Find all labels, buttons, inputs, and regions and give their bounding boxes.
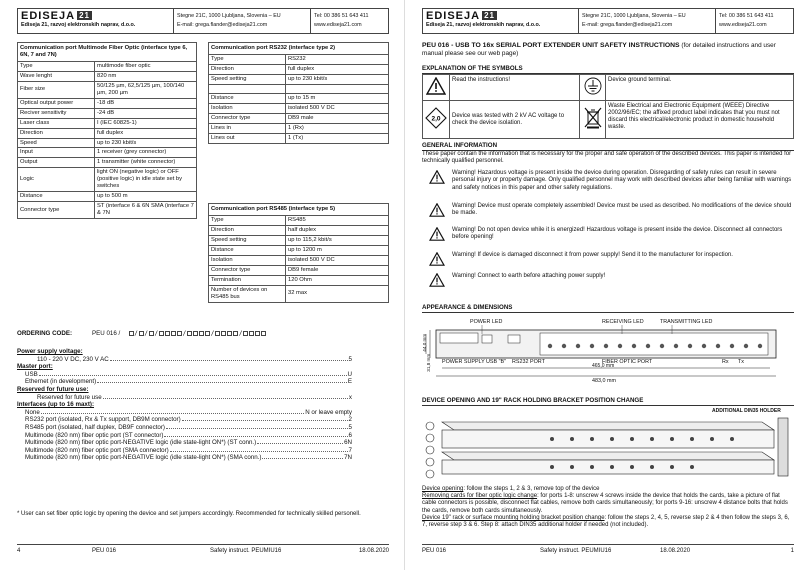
ordering-row	[17, 356, 352, 364]
spec-value: 820 nm	[95, 71, 197, 81]
ordering-row	[17, 386, 352, 394]
ordering-row	[17, 378, 352, 386]
spec-key: Termination	[209, 275, 286, 285]
spec-key: Optical output power	[18, 98, 95, 108]
company-logo: EDISEJA 21	[21, 10, 90, 22]
email: E-mail: grega.flander@ediseja21.com	[177, 22, 268, 28]
spec-value	[286, 84, 389, 93]
table-row	[209, 265, 389, 275]
symbol-tested: Device was tested with 2 kV AC voltage to check the device isolation.	[450, 101, 580, 139]
spec-key: Direction	[209, 64, 286, 74]
rx-led-label: RECEIVING LED	[602, 319, 644, 325]
ordering-code-value: N or leave empty	[305, 408, 352, 416]
page-footer	[17, 544, 389, 558]
warning-item: Warning! Hazardous voltage is present inside the device during operation. Disregarding of safety rules can result in severe personal injury or property damage. Only qualified personnel may work with described devices after being familiar with warnings and safety notices in this paper and other safety regulations.	[422, 170, 794, 192]
table-row	[18, 81, 197, 98]
spec-value: up to 230 kbit/s	[286, 74, 389, 84]
warning-item: Warning! Device must operate completely assembled! Device must be used as described. No modifications of the device should be made.	[422, 203, 794, 218]
spec-key: Speed	[18, 138, 95, 148]
address: Stegne 21C, 1000 Ljubljana, Slovenia – EU	[582, 13, 686, 19]
website: www.ediseja21.com	[719, 22, 767, 28]
spec-key: Laser class	[18, 118, 95, 128]
website: www.ediseja21.com	[314, 22, 362, 28]
spec-key: Input	[18, 148, 95, 158]
table-title: Communication port RS485 (interface type 5)	[209, 204, 389, 216]
width-outer: 483,0 mm	[592, 378, 616, 384]
ordering-code-value: 5	[348, 423, 352, 431]
ordering-code-value: 7	[348, 446, 352, 454]
spec-key: Type	[209, 215, 286, 225]
spec-key: Speed setting	[209, 74, 286, 84]
table-row	[18, 71, 197, 81]
isolation-test-icon	[423, 101, 450, 139]
spec-value: up to 115,2 kbit/s	[286, 235, 389, 245]
spec-key	[209, 84, 286, 93]
footer-product: PEU 016	[92, 548, 117, 554]
symbol-ground: Device ground terminal.	[606, 75, 794, 101]
spec-key: Direction	[18, 128, 95, 138]
table-row	[209, 225, 389, 235]
opening-heading: DEVICE OPENING AND 19" RACK HOLDING BRACKET POSITION CHANGE	[422, 397, 794, 406]
spec-key: Isolation	[209, 255, 286, 265]
spec-value: 32 max	[286, 285, 389, 302]
spec-value: I (IEC 60825-1)	[95, 118, 197, 128]
spec-key: Logic	[18, 168, 95, 192]
warning-icon	[429, 170, 445, 184]
table-row	[209, 54, 389, 64]
ordering-text: None	[25, 408, 40, 416]
ordering-text: Interfaces (up to 16 maxt):	[17, 401, 95, 409]
dims-heading: APPEARANCE & DIMENSIONS	[422, 304, 794, 313]
spec-key: Lines in	[209, 123, 286, 133]
table-row	[18, 128, 197, 138]
warning-icon	[423, 75, 450, 101]
spec-value: -18 dB	[95, 98, 197, 108]
ordering-text: Ethernet (in development)	[25, 378, 97, 386]
spec-value: 1 transmitter (white connector)	[95, 158, 197, 168]
spec-value: 1 receiver (grey connector)	[95, 148, 197, 158]
table-row	[209, 64, 389, 74]
company-name: Ediseja 21, razvoj elektronskih naprav, d.o.o.	[426, 22, 541, 28]
ordering-row	[17, 394, 352, 402]
warning-item: Warning! Connect to earth before attaching power supply!	[422, 273, 794, 287]
table-row	[18, 168, 197, 192]
spec-value: 50/125 µm, 62,5/125 µm, 100/140 µm, 200 µm	[95, 81, 197, 98]
ordering-code-value: 5	[348, 355, 352, 363]
warning-icon	[429, 273, 445, 287]
ordering-row	[17, 424, 352, 432]
fiber-spec-table	[17, 42, 197, 219]
ordering-row	[17, 447, 352, 455]
page-footer	[422, 544, 794, 558]
spec-value: 1 (Tx)	[286, 133, 389, 143]
table-row	[18, 108, 197, 118]
address: Stegne 21C, 1000 Ljubljana, Slovenia – EU	[177, 13, 281, 19]
ground-icon	[580, 75, 606, 101]
ordering-row	[17, 416, 352, 424]
footer-product: PEU 016	[422, 548, 447, 554]
symbol-read: Read the instructions!	[450, 75, 580, 101]
ordering-prefix: PEU 016 /	[92, 330, 121, 337]
ordering-text: RS485 port (isolated, half duplex, DB9F connector)	[25, 423, 165, 431]
table-row	[18, 158, 197, 168]
ordering-row	[17, 409, 352, 417]
symbol-weee: Waste Electrical and Electronic Equipment (WEEE) Directive 2002/96/EC; the affixed product label indicates that you must not discard this electrical/electronic product in domestic household waste.	[606, 101, 794, 139]
ordering-text: Reserved for future use	[37, 393, 102, 401]
tx-led-label: TRANSMITTING LED	[660, 319, 713, 325]
ordering-row	[17, 401, 352, 409]
rs485-spec-table	[208, 203, 389, 303]
table-row	[18, 192, 197, 202]
ordering-code-value: U	[347, 370, 352, 378]
table-row	[209, 285, 389, 302]
spec-value: multimode fiber optic	[95, 61, 197, 71]
spec-key: Distance	[18, 192, 95, 202]
spec-key: Distance	[209, 93, 286, 103]
spec-value: RS232	[286, 54, 389, 64]
spec-value: up to 15 m	[286, 93, 389, 103]
ordering-text: Multimode (820 nm) fiber optic port-NEGATIVE logic (idle state-light ON*) (SMA conn.)	[25, 454, 262, 462]
ordering-code-value: 2	[348, 416, 352, 424]
symbols-table	[422, 74, 794, 139]
fiber-label: FIBER OPTIC PORT	[602, 359, 653, 365]
warning-icon	[429, 252, 445, 266]
ordering-boxes: / / / / / /	[128, 330, 267, 338]
device-exploded-view	[422, 408, 794, 480]
spec-value: RS485	[286, 215, 389, 225]
doc-title: PEU 016 - USB TO 16x SERIAL PORT EXTENDER UNIT SAFETY INSTRUCTIONS (for detailed instructions and user manual please see our web page)	[422, 42, 776, 57]
spec-value: up to 500 m	[95, 192, 197, 202]
ordering-row	[17, 454, 352, 462]
spec-key: Type	[209, 54, 286, 64]
spec-key: Wave lenght	[18, 71, 95, 81]
table-row	[209, 275, 389, 285]
table-row	[18, 138, 197, 148]
table-row	[209, 215, 389, 225]
company-logo: EDISEJA 21	[426, 10, 495, 22]
dimensions-drawing	[422, 316, 794, 393]
page-header	[422, 8, 794, 34]
spec-key: Direction	[209, 225, 286, 235]
table-title: Communication port Multimode Fiber Optic (interface type 6, 6N, 7 and 7N)	[18, 43, 197, 62]
footnote: * User can set fiber optic logic by opening the device and set jumpers accordingly. Recommended for technically skilled personell.	[17, 511, 361, 517]
table-row	[18, 202, 197, 219]
ordering-text: Reserved for future use:	[17, 385, 89, 393]
spec-value: full duplex	[286, 64, 389, 74]
ordering-row	[17, 371, 352, 379]
spec-value: 1 (Rx)	[286, 123, 389, 133]
spec-value: full duplex	[95, 128, 197, 138]
spec-key: Speed setting	[209, 235, 286, 245]
power-led-label: POWER LED	[470, 319, 503, 325]
ordering-text: Multimode (820 nm) fiber optic port-NEGATIVE logic (idle state-light ON*) (ST conn.)	[25, 439, 257, 447]
warning-item: Warning! Do not open device while it is energized! Hazardous voltage is present inside the device. Disconnect all connectors before opening!	[422, 227, 794, 242]
footer-date: 18.08.2020	[660, 548, 691, 554]
ordering-text: Master port:	[17, 363, 53, 371]
spec-key: Number of devices on RS485 bus	[209, 285, 286, 302]
ordering-label: ORDERING CODE:	[17, 330, 73, 337]
right-page	[404, 0, 808, 570]
table-row	[18, 98, 197, 108]
table-row	[18, 61, 197, 71]
usb-label: USB "B"	[486, 359, 507, 365]
spec-key: Connector type	[209, 265, 286, 275]
footer-doc: Safety instruct. PEUMIU16	[210, 548, 282, 554]
ordering-code	[17, 330, 352, 462]
spec-value: half duplex	[286, 225, 389, 235]
height-inner: 31,8 mm	[426, 353, 432, 372]
ordering-code-value: E	[347, 378, 352, 386]
ordering-code-value: x	[348, 393, 352, 401]
warning-item: Warning! If device is damaged disconnect it from power supply! Send it to the manufacturer for inspection.	[422, 252, 794, 266]
page-number: 1	[790, 548, 794, 554]
page-number: 4	[17, 548, 21, 554]
ordering-code-value: 6N	[344, 439, 352, 447]
spec-value: -24 dB	[95, 108, 197, 118]
ordering-code-value: 7N	[344, 454, 352, 462]
ordering-code-value: 6	[348, 431, 352, 439]
table-row	[209, 93, 389, 103]
weee-bin-icon	[580, 101, 606, 139]
table-row	[209, 235, 389, 245]
ordering-row	[17, 439, 352, 447]
spec-key: Connector type	[18, 202, 95, 219]
table-row	[209, 84, 389, 93]
general-heading: GENERAL INFORMATION	[422, 142, 794, 151]
ordering-row	[17, 363, 352, 371]
spec-key: Distance	[209, 245, 286, 255]
din-holder-label: ADDITIONAL DIN35 HOLDER	[712, 408, 781, 414]
spec-value: isolated 500 V DC	[286, 255, 389, 265]
ordering-text: Multimode (820 nm) fiber optic port (ST connector)	[25, 431, 164, 439]
width-inner: 465,0 mm	[592, 363, 615, 369]
ordering-text: USB	[25, 370, 38, 378]
table-row	[209, 123, 389, 133]
company-name: Ediseja 21, razvoj elektronskih naprav, d.o.o.	[21, 22, 136, 28]
page-header	[17, 8, 389, 34]
rx-label: Rx	[722, 359, 729, 365]
table-row	[209, 133, 389, 143]
footer-doc: Safety instruct. PEUMIU16	[540, 548, 612, 554]
spec-value: 120 Ohm	[286, 275, 389, 285]
ordering-text: Multimode (820 nm) fiber optic port (SMA connector)	[25, 446, 169, 454]
warning-icon	[429, 227, 445, 241]
spec-key: Lines out	[209, 133, 286, 143]
table-row	[209, 103, 389, 113]
height-outer: 44,0 mm	[422, 333, 428, 352]
spec-key: Isolation	[209, 103, 286, 113]
footer-date: 18.08.2020	[358, 548, 389, 554]
spec-value: up to 1200 m	[286, 245, 389, 255]
ordering-row	[17, 348, 352, 356]
telephone: Tel: 00 386 51 643 411	[314, 13, 369, 19]
opening-drawing	[422, 408, 794, 480]
svg-text:2,0: 2,0	[431, 115, 441, 123]
symbols-heading: EXPLANATION OF THE SYMBOLS	[422, 65, 794, 74]
telephone: Tel: 00 386 51 643 411	[719, 13, 774, 19]
spec-value: ST (interface 6 & 6N SMA (interface 7 & 7N	[95, 202, 197, 219]
ordering-text: RS232 port (isolated, Rx & Tx support, DB9M connector)	[25, 416, 181, 424]
table-row	[209, 245, 389, 255]
table-title: Communication port RS232 (interface type 2)	[209, 43, 389, 55]
power-supply-label: POWER SUPPLY	[442, 359, 485, 365]
spec-value: DB9 male	[286, 113, 389, 123]
table-row	[18, 118, 197, 128]
email: E-mail: grega.flander@ediseja21.com	[582, 22, 673, 28]
spec-key: Reciver sensitivity	[18, 108, 95, 118]
ordering-row	[17, 432, 352, 440]
spec-key: Connector type	[209, 113, 286, 123]
opening-instructions: Device opening: follow the steps 1, 2 & 3, remove top of the device Removing cards for fiber optic logic change: for ports 1-8: unscrew 4 screws inside the device that holds the cards, take a picture of flat cable connectors is possible, disconnect flat cables, remove both cards simultaneously; for ports 9-16: unscrew 4 distance bolts that holds the cards, remove both cards simultaneously. Device 19" rack or surface mounting holding bracket position change: follow the steps 2, 4, 5, reverse step 2 & 4 then follow the steps 3, 6, 7, reverse step 3 & 6. Step 8: attach DIN35 additional holder if needed (not included).	[422, 486, 790, 529]
spec-value: up to 230 kbit/s	[95, 138, 197, 148]
ordering-text: 110 - 220 V DC, 230 V AC	[37, 355, 109, 363]
table-row	[18, 148, 197, 158]
rs232-label: RS232 PORT	[512, 359, 545, 365]
warning-icon	[429, 203, 445, 217]
spec-value: light ON (negative logic) or OFF (positive logic) in idle state set by switches	[95, 168, 197, 192]
table-row	[209, 113, 389, 123]
tx-label: Tx	[738, 359, 744, 365]
spec-key: Output	[18, 158, 95, 168]
spec-value: isolated 500 V DC	[286, 103, 389, 113]
table-row	[209, 74, 389, 84]
table-row	[209, 255, 389, 265]
spec-key: Type	[18, 61, 95, 71]
ordering-text: Power supply voltage:	[17, 348, 83, 355]
spec-key: Fiber size	[18, 81, 95, 98]
spec-value: DB9 female	[286, 265, 389, 275]
general-text: These paper contain the information that is necessary for the proper and safe operation of the described devices. This paper is intended for technically qualified personnel.	[422, 151, 792, 165]
rs232-spec-table	[208, 42, 389, 144]
